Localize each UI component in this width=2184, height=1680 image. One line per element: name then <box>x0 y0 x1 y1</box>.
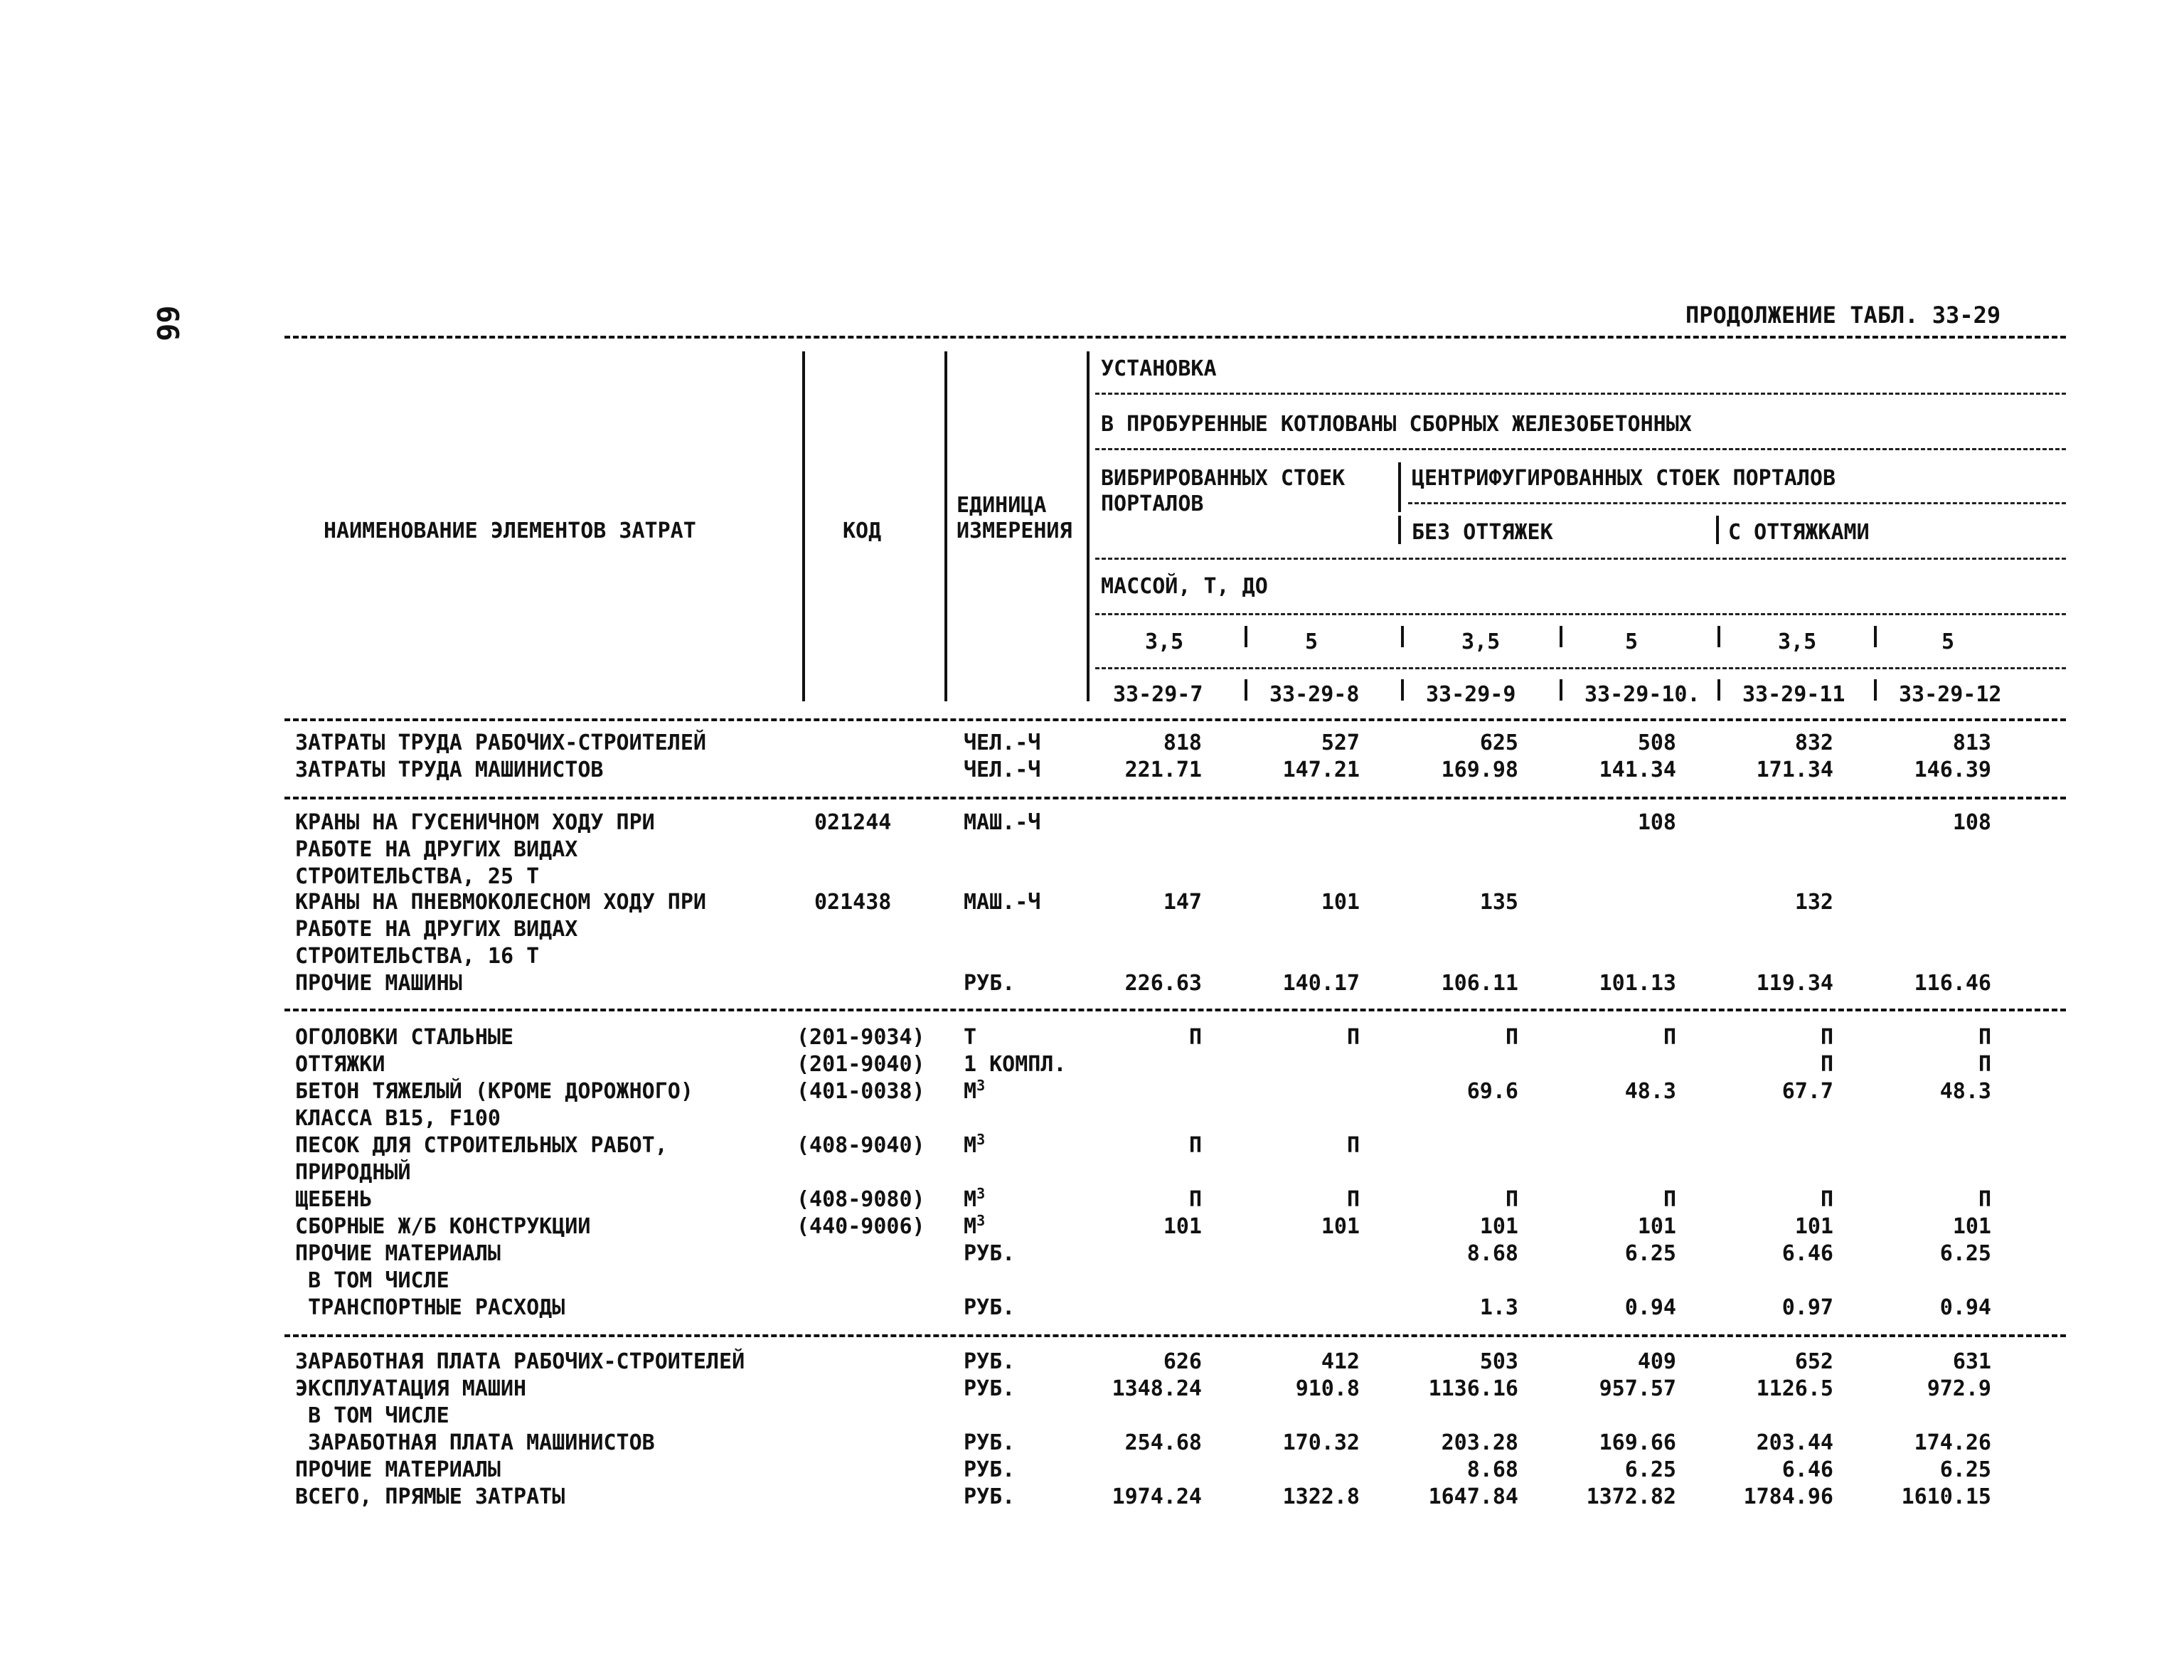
row-value-col-5: 132 <box>1794 890 1833 915</box>
row-unit <box>964 1430 1015 1457</box>
row-value-col-2: 140.17 <box>1282 971 1360 996</box>
row-value-col-2: 1322.8 <box>1282 1484 1360 1509</box>
row-value-col-3: 1647.84 <box>1428 1484 1518 1509</box>
row-value-col-5: 171.34 <box>1756 757 1833 782</box>
row-unit <box>964 1294 1015 1322</box>
row-value-col-4: 169.66 <box>1599 1430 1676 1455</box>
row-name: КЛАССА В15, F100 <box>295 1105 501 1131</box>
row-value-col-5: 67.7 <box>1781 1079 1833 1104</box>
mass-3: 3,5 <box>1461 629 1501 654</box>
row-name: ЗАТРАТЫ ТРУДА РАБОЧИХ-СТРОИТЕЛЕЙ <box>295 730 706 755</box>
row-unit <box>964 730 1040 757</box>
header-rule-2 <box>1095 448 2066 450</box>
row-name: СБОРНЫЕ Ж/Б КОНСТРУКЦИИ <box>295 1214 591 1239</box>
header-rule-5 <box>1095 613 2066 615</box>
row-name: ПРОЧИЕ МАШИНЫ <box>295 971 462 996</box>
row-value-col-1: П <box>1188 1133 1202 1158</box>
header-h1: УСТАНОВКА <box>1101 356 1217 381</box>
section-rule-2 <box>284 1009 2066 1011</box>
top-rule <box>284 336 2066 339</box>
header-h5: МАССОЙ, Т, ДО <box>1101 574 1268 599</box>
row-unit-text: РУБ. <box>964 1241 1016 1266</box>
row-value-col-4: 409 <box>1637 1349 1676 1374</box>
row-name: ПРОЧИЕ МАТЕРИАЛЫ <box>295 1457 501 1482</box>
row-value-col-3: П <box>1505 1025 1518 1050</box>
col-sep-m2 <box>1401 626 1404 647</box>
row-unit-text: РУБ. <box>964 1295 1016 1320</box>
row-value-col-5: П <box>1820 1187 1833 1212</box>
header-bottom-rule <box>284 718 2066 721</box>
row-value-col-5: 119.34 <box>1756 971 1833 996</box>
row-value-col-3: 203.28 <box>1441 1430 1518 1455</box>
row-value-col-5: 0.97 <box>1781 1295 1833 1320</box>
row-value-col-5: 101 <box>1794 1214 1833 1239</box>
row-unit <box>964 970 1015 997</box>
row-name: В ТОМ ЧИСЛЕ <box>295 1268 449 1293</box>
col-sep-unit <box>1087 351 1090 701</box>
row-value-col-3: 106.11 <box>1441 971 1518 996</box>
row-value-col-1: П <box>1188 1187 1202 1212</box>
row-value-col-6: 108 <box>1952 810 1991 835</box>
row-value-col-2: П <box>1346 1133 1360 1158</box>
row-unit <box>964 1051 1067 1078</box>
code-1: 33-29-7 <box>1113 682 1203 707</box>
row-value-col-5: 203.44 <box>1756 1430 1833 1455</box>
row-name: СТРОИТЕЛЬСТВА, 16 Т <box>295 943 540 969</box>
row-value-col-1: 626 <box>1163 1349 1202 1374</box>
row-value-col-4: П <box>1663 1187 1676 1212</box>
row-name: КРАНЫ НА ГУСЕНИЧНОМ ХОДУ ПРИ <box>295 810 655 835</box>
row-value-col-3: 625 <box>1479 730 1518 755</box>
row-unit-text: МАШ.-Ч <box>964 890 1041 915</box>
row-unit <box>964 1024 976 1051</box>
row-unit <box>964 1213 985 1240</box>
row-value-col-4: 1372.82 <box>1586 1484 1676 1509</box>
row-unit <box>964 1240 1015 1267</box>
row-value-col-6: 972.9 <box>1927 1376 1991 1401</box>
row-value-col-3: 503 <box>1479 1349 1518 1374</box>
row-value-col-1: П <box>1188 1025 1202 1050</box>
row-name: ЩЕБЕНЬ <box>295 1187 373 1212</box>
col-sep-m3 <box>1560 626 1562 647</box>
row-value-col-3: 135 <box>1479 890 1518 915</box>
row-value-col-6: 146.39 <box>1914 757 1991 782</box>
row-name: ЗАРАБОТНАЯ ПЛАТА МАШИНИСТОВ <box>295 1430 655 1455</box>
row-name: КРАНЫ НА ПНЕВМОКОЛЕСНОМ ХОДУ ПРИ <box>295 890 706 915</box>
code-4: 33-29-10. <box>1584 682 1700 707</box>
row-value-col-5: 6.46 <box>1781 1457 1833 1482</box>
col-sep-group <box>1398 462 1401 512</box>
row-name: ОГОЛОВКИ СТАЛЬНЫЕ <box>295 1025 514 1050</box>
mass-4: 5 <box>1625 629 1639 654</box>
col-sep-m5 <box>1874 626 1877 647</box>
header-h4b: С ОТТЯЖКАМИ <box>1728 520 1870 545</box>
row-value-col-3: 101 <box>1479 1214 1518 1239</box>
mass-5: 3,5 <box>1778 629 1817 654</box>
col-sep-c5 <box>1874 679 1877 701</box>
row-unit-text: РУБ. <box>964 1349 1016 1374</box>
row-value-col-6: 48.3 <box>1939 1079 1991 1104</box>
row-value-col-6: 6.25 <box>1939 1241 1991 1266</box>
row-unit <box>964 1376 1015 1403</box>
row-name: ОТТЯЖКИ <box>295 1052 385 1077</box>
row-value-col-2: 147.21 <box>1282 757 1360 782</box>
header-name: НАИМЕНОВАНИЕ ЭЛЕМЕНТОВ ЗАТРАТ <box>324 519 696 543</box>
row-unit-text: ЧЕЛ.-Ч <box>964 757 1041 782</box>
header-h3a-1: ВИБРИРОВАННЫХ СТОЕК <box>1101 466 1346 491</box>
header-code: КОД <box>843 519 882 543</box>
row-value-col-4: П <box>1663 1025 1676 1050</box>
row-name: ВСЕГО, ПРЯМЫЕ ЗАТРАТЫ <box>295 1484 565 1509</box>
header-h3a-2: ПОРТАЛОВ <box>1101 491 1204 516</box>
row-value-col-3: 169.98 <box>1441 757 1518 782</box>
row-value-col-1: 101 <box>1163 1214 1202 1239</box>
row-value-col-6: П <box>1978 1187 1991 1212</box>
row-value-col-4: 6.25 <box>1624 1457 1676 1482</box>
code-2: 33-29-8 <box>1269 682 1360 707</box>
row-value-col-5: 6.46 <box>1781 1241 1833 1266</box>
row-unit-text: Т <box>964 1025 977 1050</box>
row-unit-text: М <box>964 1187 977 1212</box>
row-name: ЭКСПЛУАТАЦИЯ МАШИН <box>295 1376 527 1401</box>
row-value-col-4: 508 <box>1637 730 1676 755</box>
row-unit-text: РУБ. <box>964 971 1016 996</box>
header-rule-3 <box>1408 502 2066 504</box>
row-unit-text: РУБ. <box>964 1484 1016 1509</box>
col-sep-group-b <box>1398 516 1401 544</box>
row-unit-text: 1 КОМПЛ. <box>964 1052 1067 1077</box>
row-value-col-2: 412 <box>1321 1349 1360 1374</box>
row-value-col-1: 226.63 <box>1124 971 1202 996</box>
row-value-col-3: 8.68 <box>1466 1241 1518 1266</box>
row-unit-text: М <box>964 1133 977 1158</box>
row-value-col-3: 69.6 <box>1466 1079 1518 1104</box>
row-value-col-6: П <box>1978 1025 1991 1050</box>
row-unit-text: М <box>964 1214 977 1239</box>
row-unit <box>964 1349 1015 1376</box>
row-value-col-4: 48.3 <box>1624 1079 1676 1104</box>
row-value-col-6: 813 <box>1952 730 1991 755</box>
row-value-col-6: 1610.15 <box>1901 1484 1991 1509</box>
header-unit-2: ИЗМЕРЕНИЯ <box>957 519 1072 543</box>
row-value-col-1: 1974.24 <box>1112 1484 1202 1509</box>
row-name: ПРОЧИЕ МАТЕРИАЛЫ <box>295 1241 501 1266</box>
row-value-col-1: 1348.24 <box>1112 1376 1202 1401</box>
row-unit <box>964 757 1040 784</box>
row-value-col-1: 818 <box>1163 730 1202 755</box>
header-rule-1 <box>1095 393 2066 395</box>
page-number: 66 <box>149 305 185 341</box>
row-name: ЗАРАБОТНАЯ ПЛАТА РАБОЧИХ-СТРОИТЕЛЕЙ <box>295 1349 745 1374</box>
row-value-col-1: 147 <box>1163 890 1202 915</box>
col-sep-c2 <box>1401 679 1404 701</box>
row-name: РАБОТЕ НА ДРУГИХ ВИДАХ <box>295 836 578 862</box>
row-value-col-4: 141.34 <box>1599 757 1676 782</box>
row-unit <box>964 1078 985 1105</box>
mass-1: 3,5 <box>1145 629 1184 654</box>
row-value-col-2: П <box>1346 1025 1360 1050</box>
row-value-col-5: 652 <box>1794 1349 1833 1374</box>
row-value-col-3: 8.68 <box>1466 1457 1518 1482</box>
code-5: 33-29-11 <box>1742 682 1845 707</box>
row-code: 021244 <box>814 810 892 835</box>
row-value-col-6: 101 <box>1952 1214 1991 1239</box>
row-name: ТРАНСПОРТНЫЕ РАСХОДЫ <box>295 1295 565 1320</box>
row-unit-text: РУБ. <box>964 1457 1016 1482</box>
header-rule-4 <box>1095 558 2066 560</box>
row-value-col-3: 1136.16 <box>1428 1376 1518 1401</box>
row-value-col-5: П <box>1820 1025 1833 1050</box>
row-value-col-2: 910.8 <box>1295 1376 1360 1401</box>
row-unit-superscript: 3 <box>976 1131 986 1148</box>
row-value-col-4: 0.94 <box>1624 1295 1676 1320</box>
row-value-col-3: 1.3 <box>1479 1295 1518 1320</box>
row-value-col-2: 101 <box>1321 1214 1360 1239</box>
row-value-col-5: П <box>1820 1052 1833 1077</box>
header-rule-6 <box>1095 667 2066 669</box>
row-value-col-2: 101 <box>1321 890 1360 915</box>
row-value-col-6: 6.25 <box>1939 1457 1991 1482</box>
col-sep-c3 <box>1560 679 1562 701</box>
row-unit <box>964 889 1040 916</box>
mass-6: 5 <box>1941 629 1955 654</box>
row-unit-superscript: 3 <box>976 1077 986 1094</box>
row-value-col-5: 1784.96 <box>1743 1484 1833 1509</box>
row-unit <box>964 1132 985 1159</box>
col-sep-subgroup <box>1716 516 1719 544</box>
row-unit-text: МАШ.-Ч <box>964 810 1041 835</box>
row-value-col-5: 832 <box>1794 730 1833 755</box>
row-value-col-4: 108 <box>1637 810 1676 835</box>
mass-2: 5 <box>1305 629 1319 654</box>
col-sep-code <box>944 351 947 701</box>
row-code: (408-9080) <box>797 1187 925 1212</box>
row-unit <box>964 1484 1015 1511</box>
row-name: ПРИРОДНЫЙ <box>295 1159 411 1185</box>
row-value-col-1: 254.68 <box>1124 1430 1202 1455</box>
row-code: (201-9034) <box>797 1025 925 1050</box>
row-name: ПЕСОК ДЛЯ СТРОИТЕЛЬНЫХ РАБОТ, <box>295 1133 668 1158</box>
row-code: (201-9040) <box>797 1052 925 1077</box>
row-value-col-3: П <box>1505 1187 1518 1212</box>
col-sep-m4 <box>1717 626 1720 647</box>
row-code: (440-9006) <box>797 1214 925 1239</box>
row-unit-text: ЧЕЛ.-Ч <box>964 730 1041 755</box>
row-value-col-4: 6.25 <box>1624 1241 1676 1266</box>
header-unit-1: ЕДИНИЦА <box>957 493 1047 518</box>
row-value-col-6: 631 <box>1952 1349 1991 1374</box>
header-h4a: БЕЗ ОТТЯЖЕК <box>1412 520 1553 545</box>
row-value-col-6: 174.26 <box>1914 1430 1991 1455</box>
section-rule-1 <box>284 797 2066 799</box>
row-name: РАБОТЕ НА ДРУГИХ ВИДАХ <box>295 916 578 942</box>
row-name: СТРОИТЕЛЬСТВА, 25 Т <box>295 863 540 889</box>
row-unit <box>964 809 1040 836</box>
table-title: ПРОДОЛЖЕНИЕ ТАБЛ. 33-29 <box>1685 302 2001 329</box>
row-unit-text: РУБ. <box>964 1430 1016 1455</box>
row-name: БЕТОН ТЯЖЕЛЫЙ (КРОМЕ ДОРОЖНОГО) <box>295 1079 693 1104</box>
row-value-col-2: П <box>1346 1187 1360 1212</box>
row-code: (401-0038) <box>797 1079 925 1104</box>
row-unit <box>964 1186 985 1213</box>
code-3: 33-29-9 <box>1426 682 1516 707</box>
col-sep-m1 <box>1245 626 1247 647</box>
row-value-col-6: 0.94 <box>1939 1295 1991 1320</box>
col-sep-c1 <box>1245 679 1247 701</box>
row-value-col-6: 116.46 <box>1914 971 1991 996</box>
col-sep-c4 <box>1717 679 1720 701</box>
row-name: В ТОМ ЧИСЛЕ <box>295 1403 449 1428</box>
row-unit-text: РУБ. <box>964 1376 1016 1401</box>
header-h3b: ЦЕНТРИФУГИРОВАННЫХ СТОЕК ПОРТАЛОВ <box>1412 466 1836 491</box>
row-value-col-6: П <box>1978 1052 1991 1077</box>
row-value-col-5: 1126.5 <box>1756 1376 1833 1401</box>
row-code: 021438 <box>814 890 892 915</box>
row-unit-superscript: 3 <box>976 1185 986 1202</box>
row-code: (408-9040) <box>797 1133 925 1158</box>
col-sep-name <box>802 351 805 701</box>
header-h2: В ПРОБУРЕННЫЕ КОТЛОВАНЫ СБОРНЫХ ЖЕЛЕЗОБЕТОННЫХ <box>1101 412 1692 437</box>
row-value-col-2: 527 <box>1321 730 1360 755</box>
row-unit-superscript: 3 <box>976 1212 986 1229</box>
row-unit-text: М <box>964 1079 977 1104</box>
section-rule-3 <box>284 1334 2066 1337</box>
row-value-col-4: 101 <box>1637 1214 1676 1239</box>
row-unit <box>964 1457 1015 1484</box>
row-value-col-1: 221.71 <box>1124 757 1202 782</box>
row-value-col-2: 170.32 <box>1282 1430 1360 1455</box>
row-name: ЗАТРАТЫ ТРУДА МАШИНИСТОВ <box>295 757 604 782</box>
code-6: 33-29-12 <box>1899 682 2002 707</box>
row-value-col-4: 957.57 <box>1599 1376 1676 1401</box>
row-value-col-4: 101.13 <box>1599 971 1676 996</box>
